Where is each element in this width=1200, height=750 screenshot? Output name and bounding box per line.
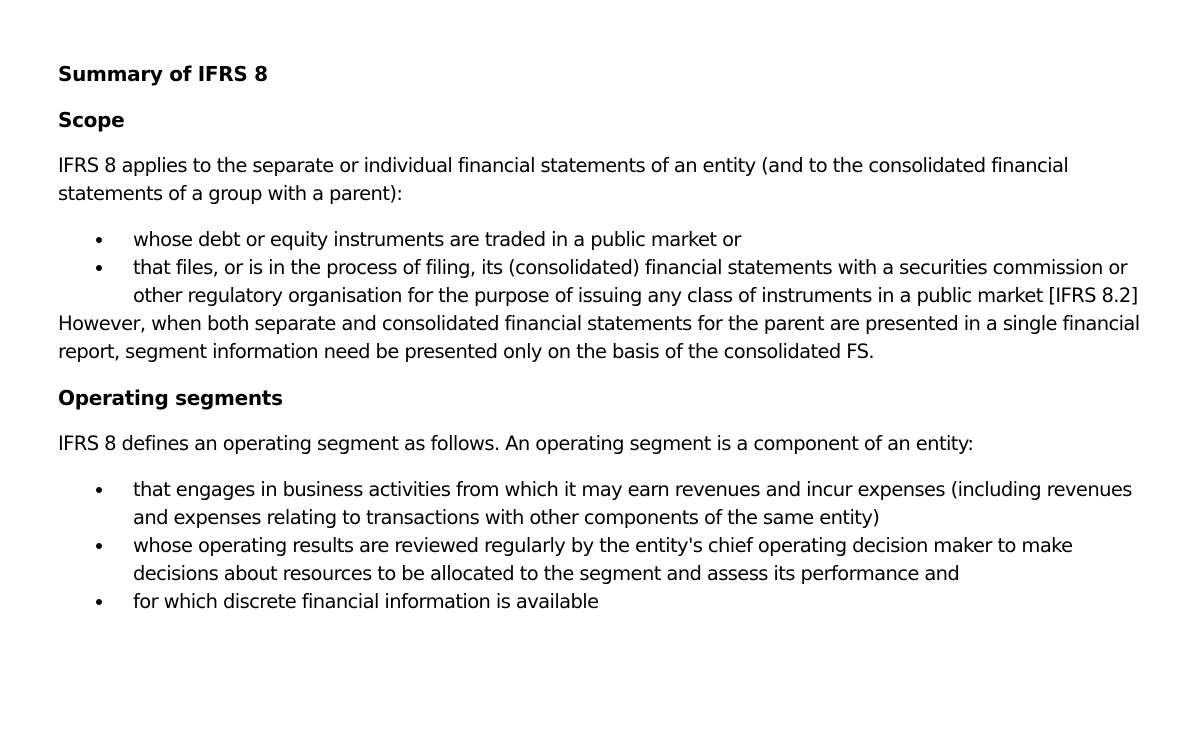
list-item-text: whose operating results are reviewed regularly by the entity's chief operating decision maker to make decisions about resources to be allocated to the segment and assess its performance and: [133, 534, 1073, 585]
bullet-icon: [96, 543, 102, 549]
list-item: [58, 588, 1160, 616]
scope-closing-paragraph: However, when both separate and consolidated financial statements for the parent are presented in a single financial report, segment information need be presented only on the basis of the consolidated FS.: [58, 312, 1140, 363]
bullet-icon: [96, 487, 102, 493]
bullet-icon: [96, 237, 102, 243]
scope-bullet-list: [58, 226, 1160, 310]
scope-intro-paragraph: IFRS 8 applies to the separate or individual financial statements of an entity (and to the consolidated financial statements of a group with a parent):: [58, 154, 1069, 205]
bullet-icon: [96, 599, 102, 605]
list-item: [58, 476, 1160, 532]
list-item-text: that files, or is in the process of filing, its (consolidated) financial statements with a securities commission or other regulatory organisation for the purpose of issuing any class of instruments in a public market [IFRS 8.2]: [133, 256, 1138, 307]
section-heading-operating-segments: Operating segments: [58, 386, 283, 410]
list-item: [58, 226, 1160, 254]
list-item-text: for which discrete financial information is available: [133, 590, 599, 613]
operating-segments-bullet-list: [58, 476, 1160, 616]
list-item: [58, 532, 1160, 588]
list-item-text: whose debt or equity instruments are traded in a public market or: [133, 228, 741, 251]
bullet-icon: [96, 265, 102, 271]
list-item-text: that engages in business activities from which it may earn revenues and incur expenses (including revenues and expenses relating to transactions with other components of the same entity): [133, 478, 1132, 529]
list-item: [58, 254, 1160, 310]
section-heading-scope: Scope: [58, 108, 125, 132]
operating-segments-intro-paragraph: IFRS 8 defines an operating segment as follows. An operating segment is a component of an entity:: [58, 432, 974, 455]
document-title: Summary of IFRS 8: [58, 62, 268, 86]
